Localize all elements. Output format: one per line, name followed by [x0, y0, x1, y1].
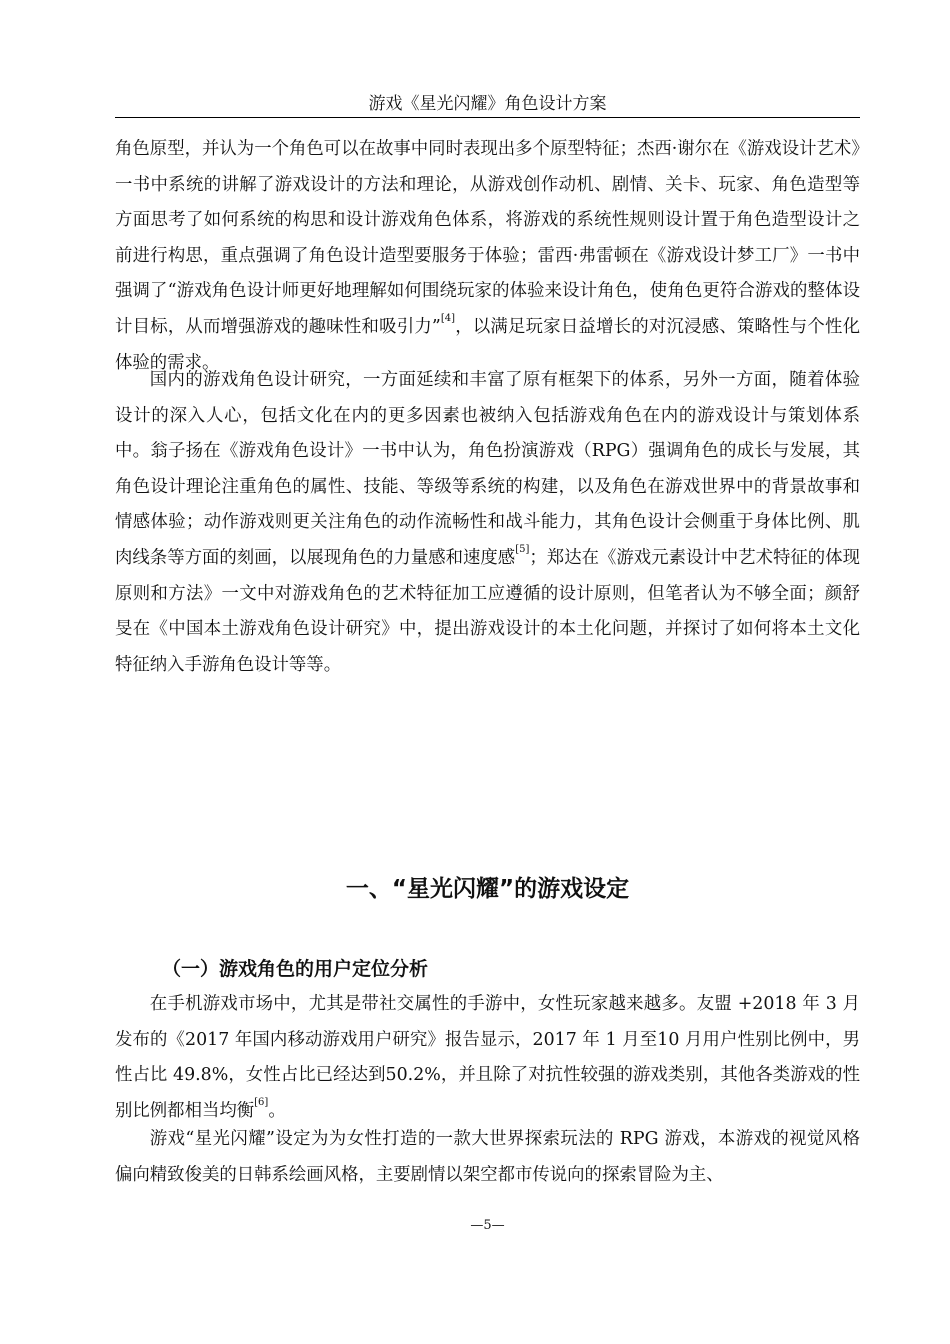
- chapter-heading: 一、“星光闪耀”的游戏设定: [345, 876, 630, 902]
- body-paragraph-3: [115, 987, 860, 1129]
- paragraph-text-tail: 。: [268, 1100, 286, 1121]
- page-header-rule: [115, 117, 860, 118]
- body-paragraph-2: [115, 363, 860, 683]
- section-heading: （一）游戏角色的用户定位分析: [162, 958, 429, 980]
- body-paragraph-1: [115, 132, 860, 381]
- paragraph-text-tail: ，以满足玩家日益增长的对沉浸感、策略性与个性化体验的需求。: [115, 316, 860, 373]
- body-paragraph-4: [115, 1122, 860, 1193]
- paragraph-text: 在手机游戏市场中，尤其是带社交属性的手游中，女性玩家越来越多。友盟 +2018 年 3 月发布的《2017 年国内移动游戏用户研究》报告显示，2017 年 1 月至10 月用户性别比例中，男性占比 49.8%，女性占比已经达到50.2%，并且除了对抗性较强的游戏类别，其他各类游戏的性别比例都相当均衡: [115, 994, 860, 1121]
- citation-ref: [5]: [515, 543, 530, 555]
- page-number: —5—: [470, 1218, 505, 1233]
- page-header-title: 游戏《星光闪耀》角色设计方案: [368, 94, 607, 114]
- paragraph-text: 角色原型，并认为一个角色可以在故事中同时表现出多个原型特征；杰西·谢尔在《游戏设计艺术》一书中系统的讲解了游戏设计的方法和理论，从游戏创作动机、剧情、关卡、玩家、角色造型等方面思考了如何系统的构思和设计游戏角色体系，将游戏的系统性规则设计置于角色造型设计之前进行构思，重点强调了角色设计造型要服务于体验；雷西·弗雷顿在《游戏设计梦工厂》一书中强调了“游戏角色设计师更好地理解如何围绕玩家的体验来设计角色，使角色更符合游戏的整体设计目标，从而增强游戏的趣味性和吸引力”: [115, 139, 860, 337]
- paragraph-text-tail: ；郑达在《游戏元素设计中艺术特征的体现原则和方法》一文中对游戏角色的艺术特征加工应遵循的设计原则，但笔者认为不够全面；颜舒旻在《中国本土游戏角色设计研究》中，提出游戏设计的本土化问题，并探讨了如何将本土文化特征纳入手游角色设计等等。: [115, 547, 860, 675]
- citation-ref: [4]: [440, 312, 455, 324]
- citation-ref: [6]: [254, 1096, 269, 1108]
- paragraph-text: 游戏“星光闪耀”设定为为女性打造的一款大世界探索玩法的 RPG 游戏，本游戏的视觉风格偏向精致俊美的日韩系绘画风格，主要剧情以架空都市传说向的探索冒险为主、: [115, 1129, 860, 1185]
- paragraph-text: 国内的游戏角色设计研究，一方面延续和丰富了原有框架下的体系，另外一方面，随着体验设计的深入人心，包括文化在内的更多因素也被纳入包括游戏角色在内的游戏设计与策划体系中。翁子扬在《游戏角色设计》一书中认为，角色扮演游戏（RPG）强调角色的成长与发展，其角色设计理论注重角色的属性、技能、等级等系统的构建，以及角色在游戏世界中的背景故事和情感体验；动作游戏则更关注角色的动作流畅性和战斗能力，其角色设计会侧重于身体比例、肌肉线条等方面的刻画，以展现角色的力量感和速度感: [115, 370, 860, 568]
